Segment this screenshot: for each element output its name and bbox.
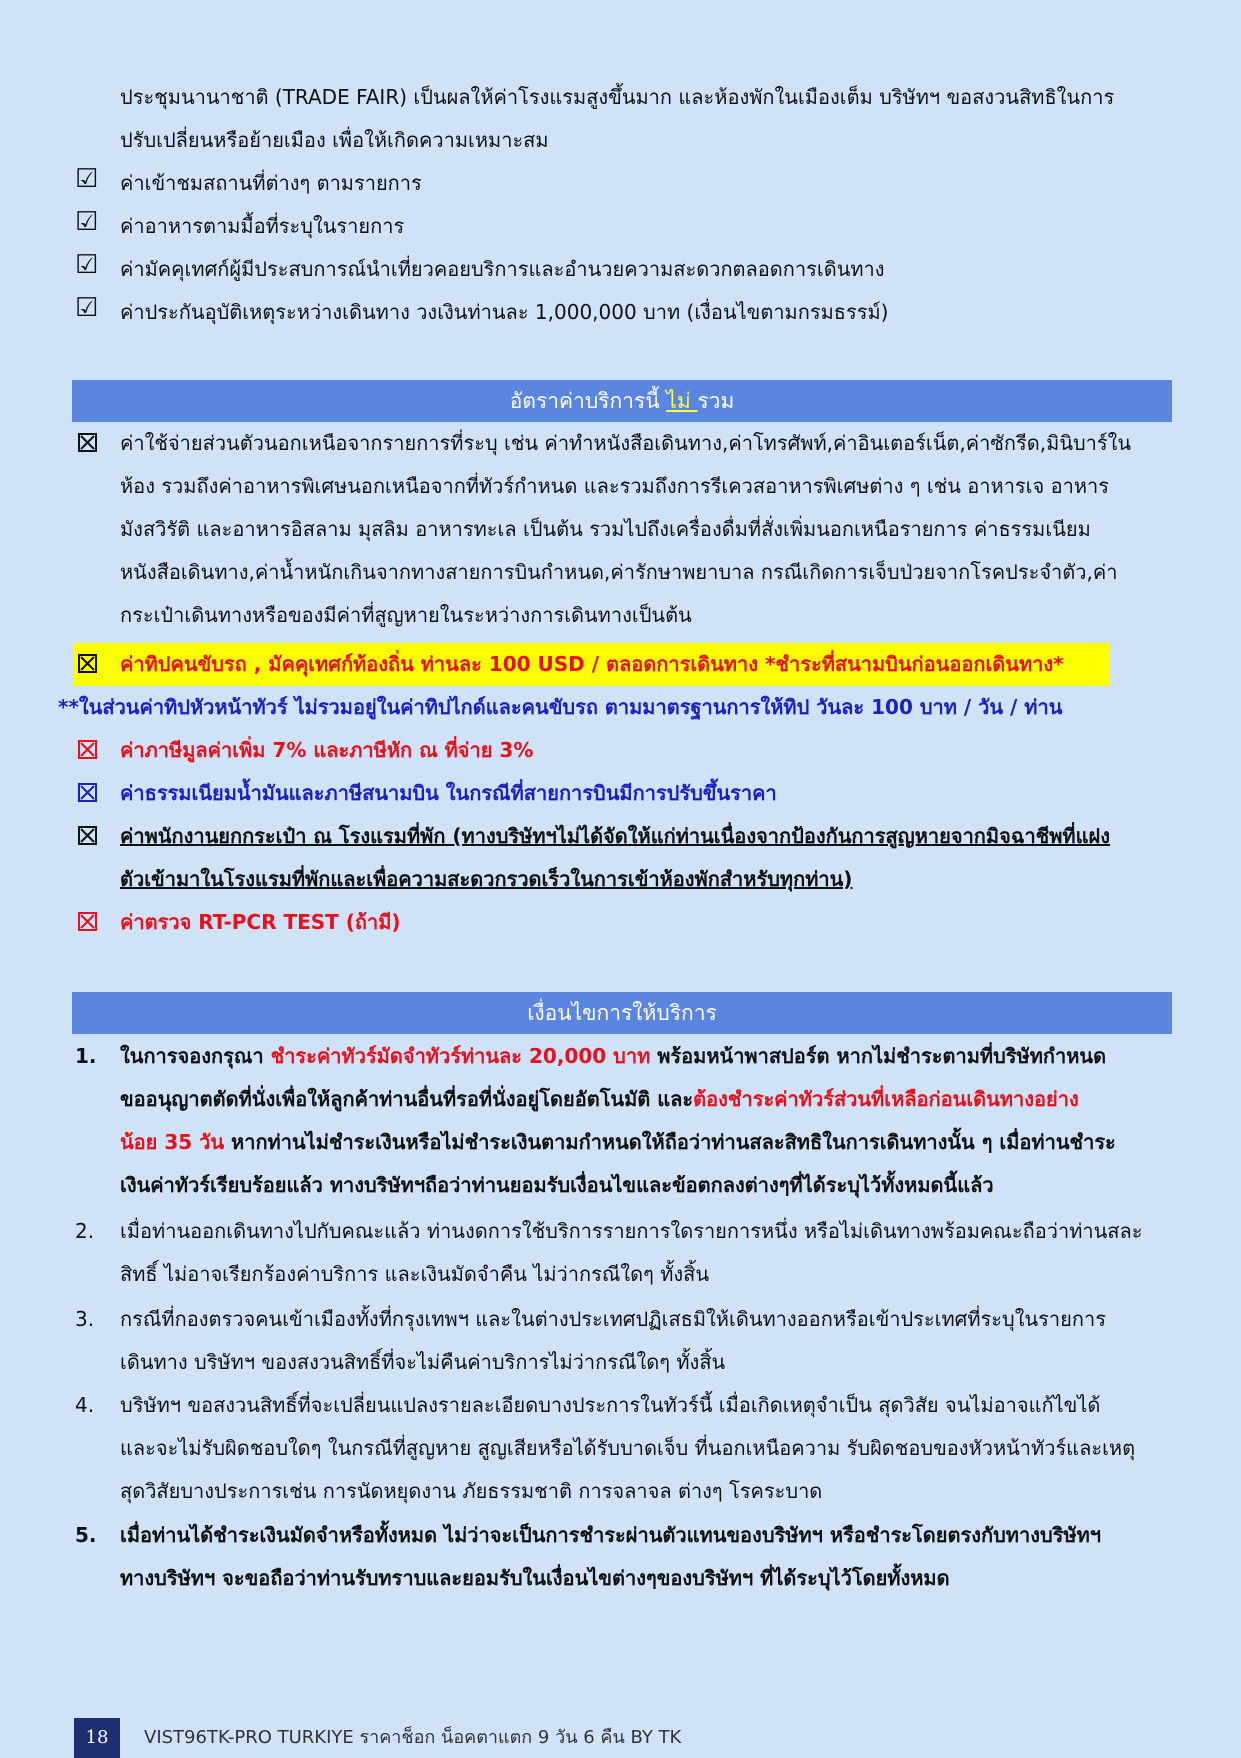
condition-number: 2. bbox=[75, 1219, 95, 1243]
c1-c: พร้อมหน้าพาสปอร์ต หากไม่ชำระตามที่บริษัทกำหนด bbox=[650, 1044, 1107, 1068]
c2-line: สิทธิ์ ไม่อาจเรียกร้องค่าบริการ และเงินมัดจำคืน ไม่ว่ากรณีใดๆ ทั้งสิ้น bbox=[120, 1262, 710, 1286]
porter-line: ตัวเข้ามาในโรงแรมที่พักและเพื่อความสะดวกรวดเร็วในการเข้าห้องพักสำหรับทุกท่าน) bbox=[120, 867, 853, 891]
tip-text: ค่าทิปคนขับรถ , มัคคุเทศก์ท้องถิ่น ท่านละ 100 USD / ตลอดการเดินทาง *ชำระที่สนามบินก่อนออกเดินทาง* bbox=[120, 652, 1064, 676]
not-included-item-porter bbox=[70, 815, 1180, 901]
included-item-text: ค่ามัคคุเทศก์ผู้มีประสบการณ์นำเที่ยวคอยบริการและอำนวยความสะดวกตลอดการเดินทาง bbox=[120, 257, 885, 281]
intro-line-1: ประชุมนานาชาติ (TRADE FAIR) เป็นผลให้ค่าโรงแรมสูงขึ้นมาก และห้องพักในเมืองเต็ม บริษัทฯ ขอสงวนสิทธิในการ bbox=[120, 85, 1115, 109]
not-included-item-personal bbox=[70, 422, 1180, 637]
checkbox-checked-icon: ☑ bbox=[75, 164, 99, 194]
personal-line: กระเป๋าเดินทางหรือของมีค่าที่สูญหายในระหว่างการเดินทางเป็นต้น bbox=[120, 603, 692, 627]
personal-line: หนังสือเดินทาง,ค่าน้ำหนักเกินจากทางสายการบินกำหนด,ค่ารักษาพยาบาล กรณีเกิดการเจ็บป่วยจากโรคประจำตัว,ค่า bbox=[120, 560, 1118, 584]
c1-d: ขออนุญาตตัดที่นั่งเพื่อให้ลูกค้าท่านอื่นที่รอที่นั่งอยู่โดยอัตโนมัติ และ bbox=[120, 1087, 694, 1111]
page-number: 18 bbox=[74, 1718, 120, 1758]
condition-3 bbox=[120, 1298, 1180, 1384]
condition-2 bbox=[120, 1210, 1180, 1296]
c4-line: บริษัทฯ ขอสงวนสิทธิ์ที่จะเปลี่ยนแปลงรายละเอียดบางประการในทัวร์นี้ เมื่อเกิดเหตุจำเป็น สุดวิสัย จนไม่อาจแก้ไขได้ bbox=[120, 1393, 1101, 1417]
c4-line: สุดวิสัยบางประการเช่น การนัดหยุดงาน ภัยธรรมชาติ การจลาจล ต่างๆ โรคระบาด bbox=[120, 1479, 823, 1503]
conditions-header: เงื่อนไขการให้บริการ bbox=[72, 992, 1172, 1034]
condition-4 bbox=[120, 1384, 1180, 1513]
c2-line: เมื่อท่านออกเดินทางไปกับคณะแล้ว ท่านงดการใช้บริการรายการใดรายการหนึ่ง หรือไม่เดินทางพร้อมคณะถือว่าท่านสละ bbox=[120, 1219, 1143, 1243]
condition-number: 5. bbox=[75, 1523, 97, 1547]
not-included-header bbox=[72, 380, 1172, 422]
condition-5 bbox=[120, 1514, 1180, 1600]
c5-line: ทางบริษัทฯ จะขอถือว่าท่านรับทราบและยอมรับในเงื่อนไขต่างๆของบริษัทฯ ที่ได้ระบุไว้โดยทั้งหมด bbox=[120, 1566, 950, 1590]
checkbox-x-icon bbox=[78, 826, 97, 845]
condition-1 bbox=[120, 1035, 1180, 1207]
checkbox-x-icon bbox=[78, 654, 97, 673]
porter-line: ค่าพนักงานยกกระเป๋า ณ โรงแรมที่พัก (ทางบริษัทฯไม่ได้จัดให้แก่ท่านเนื่องจากป้องกันการสูญหายจากมิจฉาชีพที่แฝง bbox=[120, 824, 1110, 848]
c1-h: เงินค่าทัวร์เรียบร้อยแล้ว ทางบริษัทฯถือว่าท่านยอมรับเงื่อนไขและข้อตกลงต่างๆที่ได้ระบุไว้ทั้งหมดนี้แล้ว bbox=[120, 1173, 994, 1197]
checkbox-checked-icon: ☑ bbox=[75, 207, 99, 237]
c5-line: เมื่อท่านได้ชำระเงินมัดจำหรือทั้งหมด ไม่ว่าจะเป็นการชำระผ่านตัวแทนของบริษัทฯ หรือชำระโดยตรงกับทางบริษัทฯ bbox=[120, 1523, 1102, 1547]
c1-e: ต้องชำระค่าทัวร์ส่วนที่เหลือก่อนเดินทางอย่าง bbox=[693, 1087, 1079, 1111]
vat-text: ค่าภาษีมูลค่าเพิ่ม 7% และภาษีหัก ณ ที่จ่าย 3% bbox=[120, 738, 534, 762]
c3-line: กรณีที่กองตรวจคนเข้าเมืองทั้งที่กรุงเทพฯ และในต่างประเทศปฏิเสธมิให้เดินทางออกหรือเข้าประเทศที่ระบุในรายการ bbox=[120, 1307, 1106, 1331]
not-included-header-highlight: ไม่ bbox=[666, 389, 698, 413]
not-included-header-pre: อัตราค่าบริการนี้ bbox=[509, 389, 667, 413]
checkbox-x-icon bbox=[78, 912, 97, 931]
pcr-text: ค่าตรวจ RT-PCR TEST (ถ้ามี) bbox=[120, 910, 401, 934]
c1-b: ชำระค่าทัวร์มัดจำทัวร์ท่านละ 20,000 บาท bbox=[270, 1044, 651, 1068]
tour-leader-tip: **ในส่วนค่าทิปหัวหน้าทัวร์ ไม่รวมอยู่ในค่าทิปไกด์และคนขับรถ ตามมาตรฐานการให้ทิป วันละ 100 บาท / วัน / ท่าน bbox=[58, 695, 1063, 719]
condition-number: 4. bbox=[75, 1393, 95, 1417]
checkbox-checked-icon: ☑ bbox=[75, 250, 99, 280]
footer-text: VIST96TK-PRO TURKIYE ราคาช็อก น็อคตาแตก 9 วัน 6 คืน BY TK bbox=[144, 1727, 682, 1748]
checkbox-x-icon bbox=[78, 783, 97, 802]
included-item-text: ค่าอาหารตามมื้อที่ระบุในรายการ bbox=[120, 214, 405, 238]
c4-line: และจะไม่รับผิดชอบใดๆ ในกรณีที่สูญหาย สูญเสียหรือได้รับบาดเจ็บ ที่นอกเหนือความ รับผิดชอบของหัวหน้าทัวร์และเหตุ bbox=[120, 1436, 1136, 1460]
c3-line: เดินทาง บริษัทฯ ของสงวนสิทธิ์ที่จะไม่คืนค่าบริการไม่ว่ากรณีใดๆ ทั้งสิ้น bbox=[120, 1350, 726, 1374]
c1-a: ในการจองกรุณา bbox=[120, 1044, 271, 1068]
fuel-text: ค่าธรรมเนียมน้ำมันและภาษีสนามบิน ในกรณีที่สายการบินมีการปรับขึ้นราคา bbox=[120, 781, 777, 805]
personal-line: มังสวิรัติ และอาหารอิสลาม มุสลิม อาหารทะเล เป็นต้น รวมไปถึงเครื่องดื่มที่สั่งเพิ่มนอกเหนือรายการ ค่าธรรมเนียม bbox=[120, 517, 1091, 541]
personal-line: ค่าใช้จ่ายส่วนตัวนอกเหนือจากรายการที่ระบุ เช่น ค่าทำหนังสือเดินทาง,ค่าโทรศัพท์,ค่าอินเตอร์เน็ต,ค่าซักรีด,มินิบาร์ใน bbox=[120, 431, 1132, 455]
c1-f: น้อย 35 วัน bbox=[120, 1130, 225, 1154]
included-item-text: ค่าเข้าชมสถานที่ต่างๆ ตามรายการ bbox=[120, 171, 422, 195]
personal-line: ห้อง รวมถึงค่าอาหารพิเศษนอกเหนือจากที่ทัวร์กำหนด และรวมถึงการรีเควสอาหารพิเศษต่าง ๆ เช่น อาหารเจ อาหาร bbox=[120, 474, 1109, 498]
c1-g: หากท่านไม่ชำระเงินหรือไม่ชำระเงินตามกำหนดให้ถือว่าท่านสละสิทธิในการเดินทางนั้น ๆ เมื่อท่านชำระ bbox=[224, 1130, 1116, 1154]
checkbox-checked-icon: ☑ bbox=[75, 293, 99, 323]
checkbox-x-icon bbox=[78, 433, 97, 452]
included-item-text: ค่าประกันอุบัติเหตุระหว่างเดินทาง วงเงินท่านละ 1,000,000 บาท (เงื่อนไขตามกรมธรรม์) bbox=[120, 300, 889, 324]
checkbox-x-icon bbox=[78, 740, 97, 759]
condition-number: 3. bbox=[75, 1307, 95, 1331]
intro-line-2: ปรับเปลี่ยนหรือย้ายเมือง เพื่อให้เกิดความเหมาะสม bbox=[120, 128, 549, 152]
condition-number: 1. bbox=[75, 1044, 97, 1068]
not-included-header-post: รวม bbox=[697, 389, 735, 413]
